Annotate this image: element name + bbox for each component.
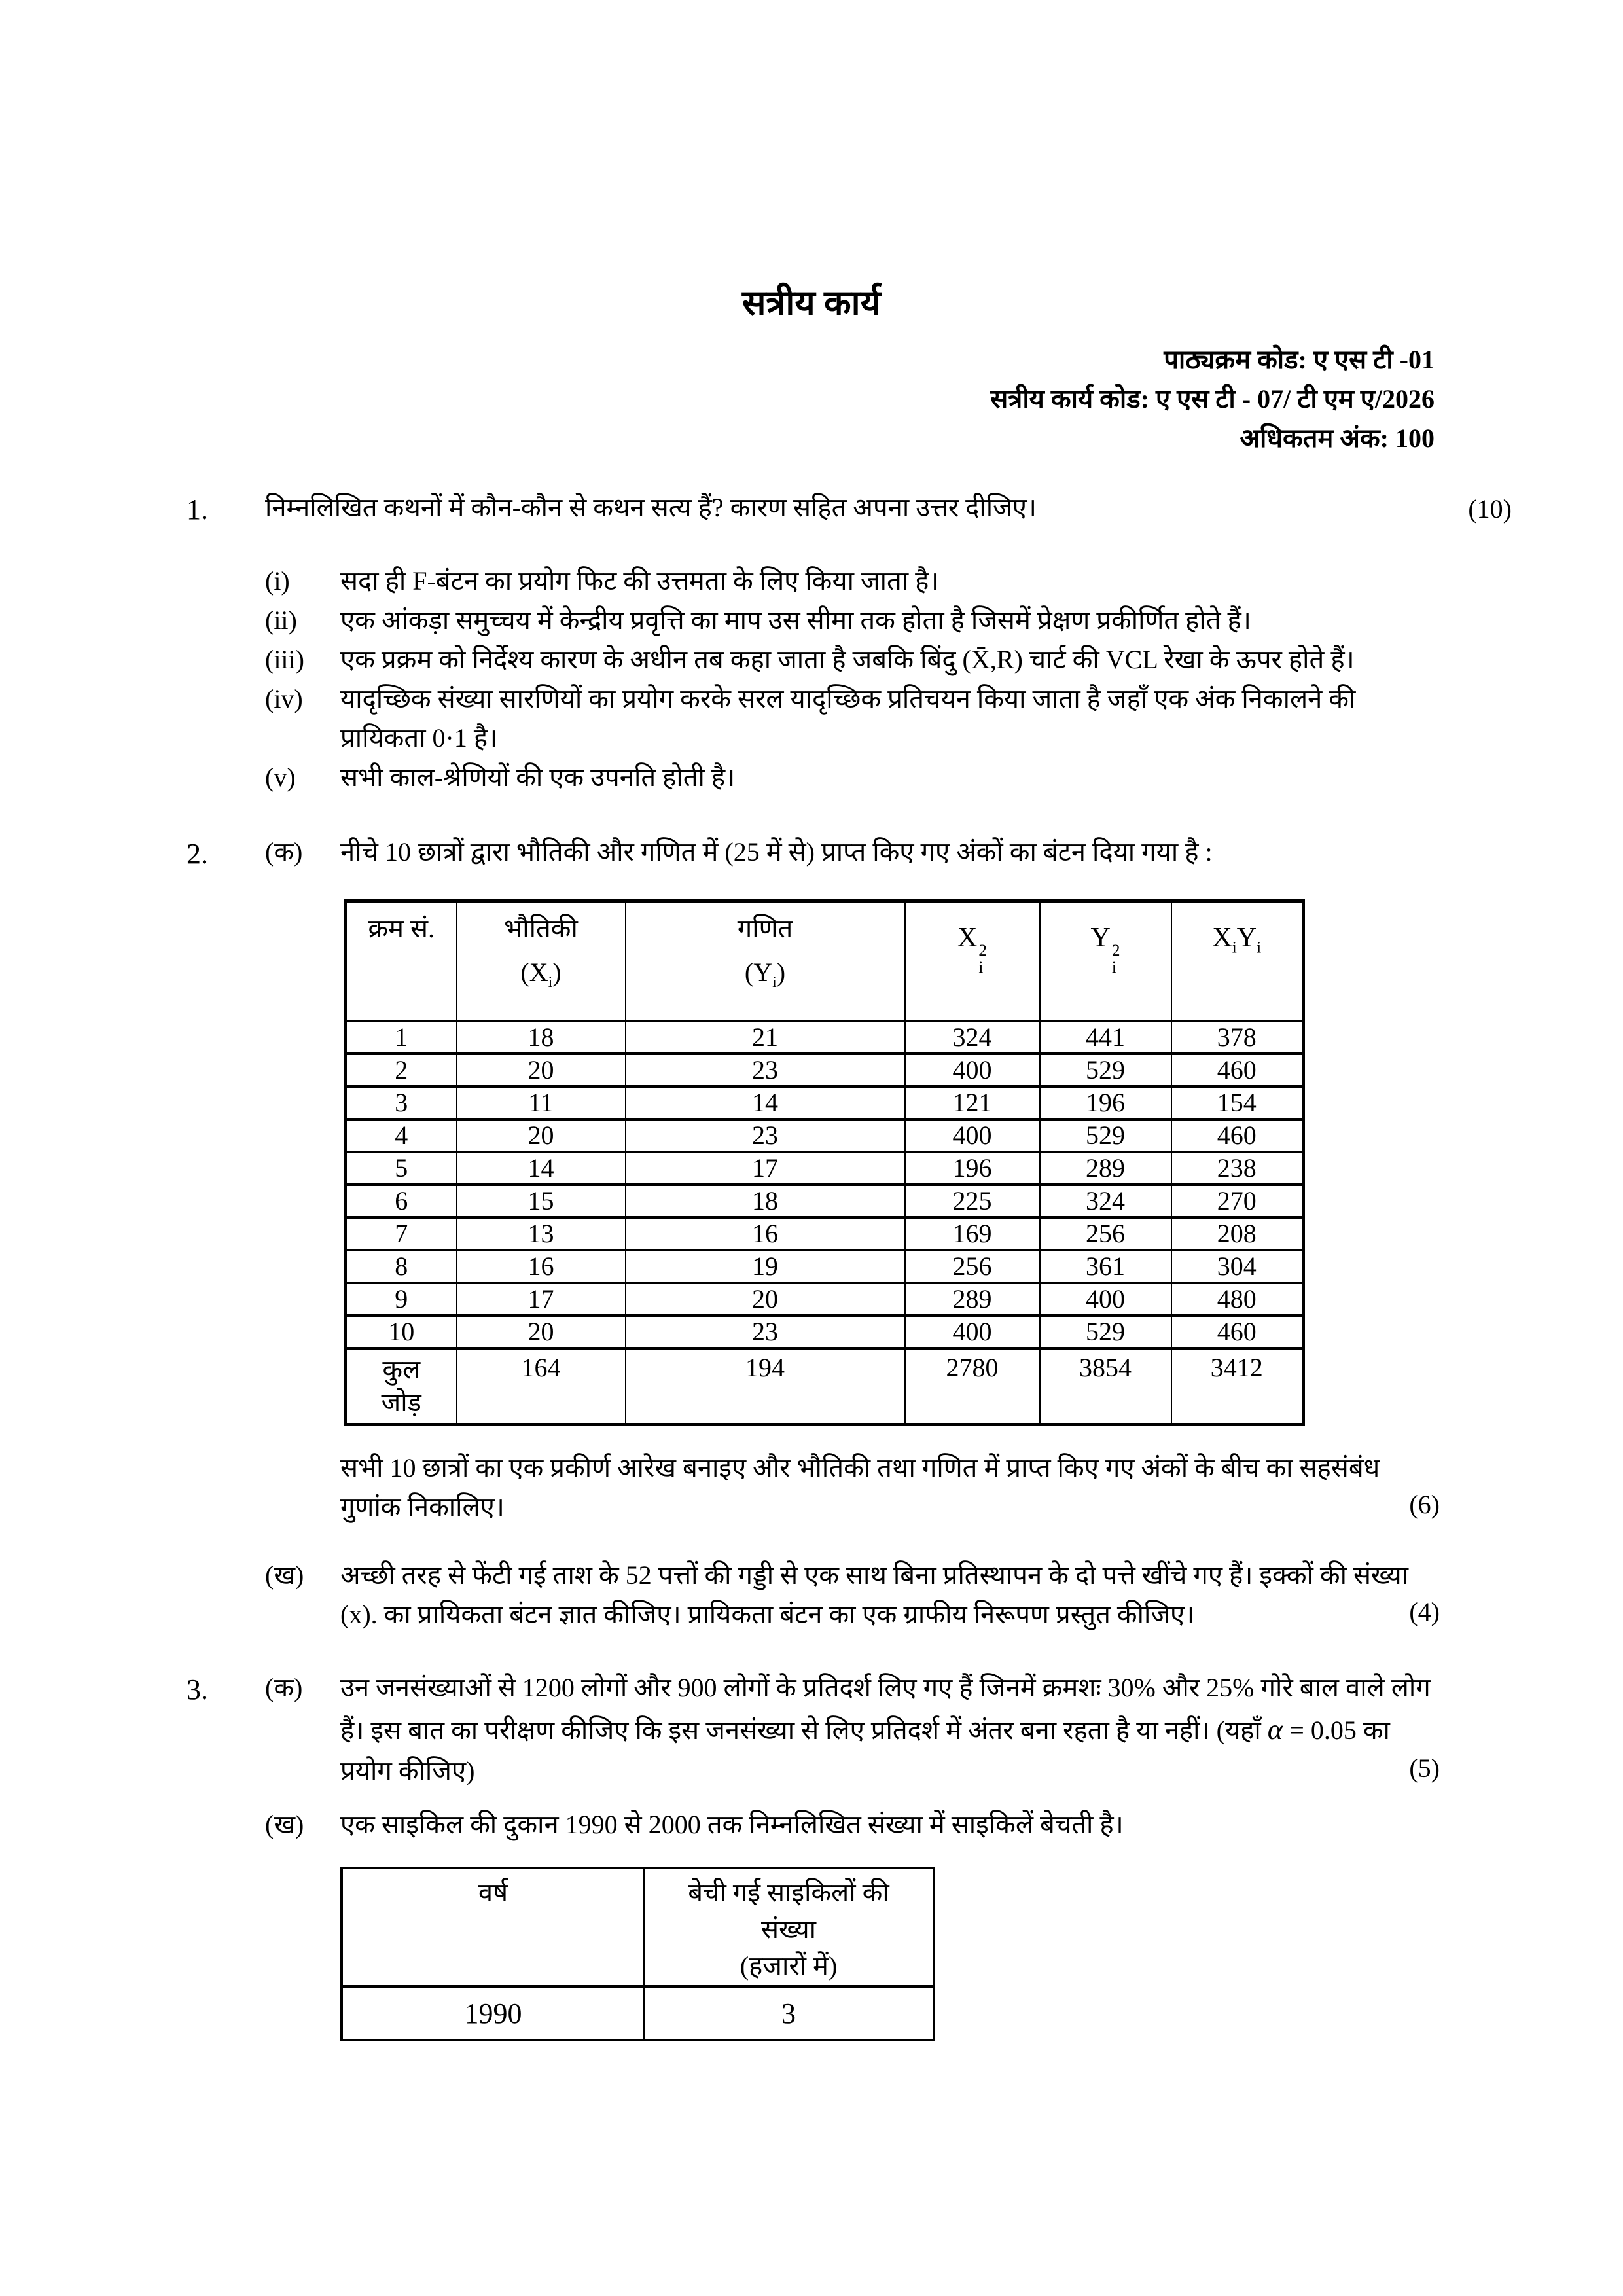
question-2-number: 2. [187, 838, 208, 870]
table-cell: 256 [905, 1250, 1040, 1283]
question-1-text: निम्नलिखित कथनों में कौन-कौन से कथन सत्य हैं? कारण सहित अपना उत्तर दीजिए। [265, 493, 1037, 523]
table-cell: 3 [346, 1086, 457, 1119]
table-cell: 14 [457, 1152, 626, 1185]
item-label: (v) [265, 762, 296, 793]
table-cell: 14 [626, 1086, 905, 1119]
question-3b-text: एक साइकिल की दुकान 1990 से 2000 तक निम्नलिखित संख्या में साइकिलें बेचती है। [340, 1810, 1124, 1840]
table-cell: 529 [1040, 1054, 1171, 1086]
table-cell: 17 [626, 1152, 905, 1185]
table-cell: 289 [1040, 1152, 1171, 1185]
question-2b [187, 1556, 1512, 1634]
column-header-y-squared: Y 2 i [1040, 901, 1171, 1022]
table-row [346, 1316, 1304, 1348]
item-label: (i) [265, 566, 290, 596]
total-x-squared: 2780 [905, 1348, 1040, 1425]
question-3a-marks: (5) [1409, 1753, 1440, 1784]
question-3a-label: (क) [265, 1673, 303, 1703]
table-cell: 304 [1171, 1250, 1304, 1283]
column-header-cycles-sold: बेची गई साइकिलों की संख्या (हजारों में) [644, 1868, 934, 1986]
table-cell: 460 [1171, 1316, 1304, 1348]
cycles-table [340, 1867, 935, 2041]
column-header-maths: गणित $(Y_i)$ [626, 901, 905, 1022]
question-2a-marks: (6) [1409, 1490, 1440, 1520]
table-cell: 196 [1040, 1086, 1171, 1119]
table-row [346, 1217, 1304, 1250]
table-cell: 289 [905, 1283, 1040, 1316]
page-title: सत्रीय कार्य [742, 283, 881, 323]
table-row [346, 1250, 1304, 1283]
table-row [346, 1152, 1304, 1185]
table-cell: 480 [1171, 1283, 1304, 1316]
table-cell: 11 [457, 1086, 626, 1119]
table-row [346, 1283, 1304, 1316]
table-cell: 9 [346, 1283, 457, 1316]
table-cell: 460 [1171, 1119, 1304, 1152]
assignment-code-line: सत्रीय कार्य कोड: ए एस टी - 07/ टी एम ए/2026 [990, 384, 1435, 414]
table-cell: 6 [346, 1185, 457, 1217]
question-2a-instruction-text: सभी 10 छात्रों का एक प्रकीर्ण आरेख बनाइए और भौतिकी तथा गणित में प्राप्त किए गए अंकों के बीच का सहसंबंध गुणांक निकालिए। [340, 1453, 1380, 1522]
table-cell: 121 [905, 1086, 1040, 1119]
table-cell: 208 [1171, 1217, 1304, 1250]
table-cell: 256 [1040, 1217, 1171, 1250]
q1-item-v [187, 758, 1512, 797]
table-cell: 196 [905, 1152, 1040, 1185]
question-2a-instruction [187, 1448, 1512, 1527]
question-1-marks: (10) [1468, 494, 1512, 524]
question-3b-label: (ख) [265, 1810, 304, 1840]
table-cell: 460 [1171, 1054, 1304, 1086]
table-cell: 238 [1171, 1152, 1304, 1185]
question-1-number: 1. [187, 493, 208, 526]
total-y-squared: 3854 [1040, 1348, 1171, 1425]
table-cell: 529 [1040, 1119, 1171, 1152]
table-cell: 225 [905, 1185, 1040, 1217]
table-cell: 20 [457, 1054, 626, 1086]
table-row [346, 1119, 1304, 1152]
table-cell: 19 [626, 1250, 905, 1283]
question-1 [187, 488, 1512, 531]
table-cell: 5 [346, 1152, 457, 1185]
question-3 [187, 1668, 1512, 1791]
item-text: सदा ही F-बंटन का प्रयोग फिट की उत्तमता के लिए किया जाता है। [340, 566, 939, 596]
table-cell: 400 [905, 1316, 1040, 1348]
table-row [346, 1185, 1304, 1217]
column-header-xy: $X_iY_i$ [1171, 901, 1304, 1022]
cycles-table-header-row [342, 1868, 934, 1986]
alpha-symbol: α [1267, 1713, 1283, 1746]
table-cell: 23 [626, 1119, 905, 1152]
question-2a-intro: नीचे 10 छात्रों द्वारा भौतिकी और गणित में (25 में से) प्राप्त किए गए अंकों का बंटन दिया गया है : [340, 837, 1213, 867]
table-cell: 17 [457, 1283, 626, 1316]
q1-item-iii [187, 640, 1512, 679]
table-cell: 7 [346, 1217, 457, 1250]
table-cell: 324 [1040, 1185, 1171, 1217]
question-2b-label: (ख) [265, 1560, 304, 1590]
item-text: यादृच्छिक संख्या सारणियों का प्रयोग करके सरल यादृच्छिक प्रतिचयन किया जाता है जहाँ एक अंक निकालने की प्रायिकता 0·1 है। [340, 684, 1356, 753]
table-cell: 21 [626, 1021, 905, 1054]
table-cell: 16 [457, 1250, 626, 1283]
cycles-table-body [342, 1986, 934, 2040]
total-y: 194 [626, 1348, 905, 1425]
q1-item-ii [187, 601, 1512, 640]
marks-table-total-row [346, 1348, 1304, 1425]
table-cell: 4 [346, 1119, 457, 1152]
q1-item-iv [187, 679, 1512, 758]
item-text: एक प्रक्रम को निर्देश्य कारण के अधीन तब कहा जाता है जबकि बिंदु (X̄,R) चार्ट की VCL रेखा के ऊपर होते हैं। [340, 645, 1355, 675]
table-cell: 16 [626, 1217, 905, 1250]
question-2b-text: अच्छी तरह से फेंटी गई ताश के 52 पत्तों की गड्डी से एक साथ बिना प्रतिस्थापन के दो पत्ते खींचे गए हैं। इक्कों की संख्या (x). का प्रायिकता बंटन ज्ञात कीजिए। प्रायिकता बंटन का एक ग्राफीय निरूपण प्रस्तुत कीजिए। [340, 1560, 1408, 1630]
table-cell: 378 [1171, 1021, 1304, 1054]
table-cell: 8 [346, 1250, 457, 1283]
question-2b-marks: (4) [1409, 1597, 1440, 1627]
table-cell: 3 [644, 1986, 934, 2040]
content-area [0, 488, 1623, 2041]
header-codes [0, 340, 1623, 458]
table-cell: 400 [905, 1119, 1040, 1152]
question-2 [187, 833, 1512, 876]
question-2a-label: (क) [265, 837, 303, 867]
table-cell: 20 [457, 1316, 626, 1348]
table-cell: 13 [457, 1217, 626, 1250]
table-cell: 10 [346, 1316, 457, 1348]
max-marks-line: अधिकतम अंक: 100 [1240, 423, 1435, 454]
column-header-serial: क्रम सं. [346, 901, 457, 1022]
column-header-year: वर्ष [342, 1868, 644, 1986]
table-cell: 361 [1040, 1250, 1171, 1283]
q1-item-i [187, 562, 1512, 601]
table-cell: 324 [905, 1021, 1040, 1054]
course-code-line: पाठ्यक्रम कोड: ए एस टी -01 [1164, 345, 1435, 375]
table-row [346, 1054, 1304, 1086]
table-cell: 169 [905, 1217, 1040, 1250]
marks-table [344, 899, 1305, 1426]
table-cell: 2 [346, 1054, 457, 1086]
item-label: (iv) [265, 684, 303, 714]
table-cell: 441 [1040, 1021, 1171, 1054]
table-cell: 20 [626, 1283, 905, 1316]
question-3-number: 3. [187, 1674, 208, 1706]
item-label: (ii) [265, 605, 297, 636]
table-row [342, 1986, 934, 2040]
table-cell: 18 [626, 1185, 905, 1217]
question-3b [187, 1805, 1512, 1844]
table-row [346, 1021, 1304, 1054]
marks-table-header-row [346, 901, 1304, 1022]
table-cell: 400 [1040, 1283, 1171, 1316]
table-cell: 400 [905, 1054, 1040, 1086]
table-row [346, 1086, 1304, 1119]
item-label: (iii) [265, 645, 304, 675]
question-1-items [187, 562, 1512, 797]
table-cell: 529 [1040, 1316, 1171, 1348]
table-cell: 1990 [342, 1986, 644, 2040]
table-cell: 154 [1171, 1086, 1304, 1119]
marks-table-body [346, 1021, 1304, 1348]
total-x: 164 [457, 1348, 626, 1425]
question-3a-text: उन जनसंख्याओं से 1200 लोगों और 900 लोगों के प्रतिदर्श लिए गए हैं जिनमें क्रमशः 30% और 25% गोरे बाल वाले लोग हैं। इस बात का परीक्षण कीजिए कि इस जनसंख्या से लिए प्रतिदर्श में अंतर बना रहता है या नहीं। (यहाँ α = 0.05 का प्रयोग कीजिए) [340, 1673, 1431, 1786]
table-cell: 1 [346, 1021, 457, 1054]
table-cell: 18 [457, 1021, 626, 1054]
table-cell: 270 [1171, 1185, 1304, 1217]
table-cell: 15 [457, 1185, 626, 1217]
item-text: एक आंकड़ा समुच्चय में केन्द्रीय प्रवृत्ति का माप उस सीमा तक होता है जिसमें प्रेक्षण प्रकीर्णित होते हैं। [340, 605, 1251, 636]
column-header-physics: भौतिकी $(X_i)$ [457, 901, 626, 1022]
table-cell: 23 [626, 1316, 905, 1348]
table-cell: 23 [626, 1054, 905, 1086]
total-label: कुल जोड़ [346, 1348, 457, 1425]
total-xy: 3412 [1171, 1348, 1304, 1425]
item-text: सभी काल-श्रेणियों की एक उपनति होती है। [340, 762, 736, 793]
table-cell: 20 [457, 1119, 626, 1152]
column-header-x-squared: X 2 i [905, 901, 1040, 1022]
